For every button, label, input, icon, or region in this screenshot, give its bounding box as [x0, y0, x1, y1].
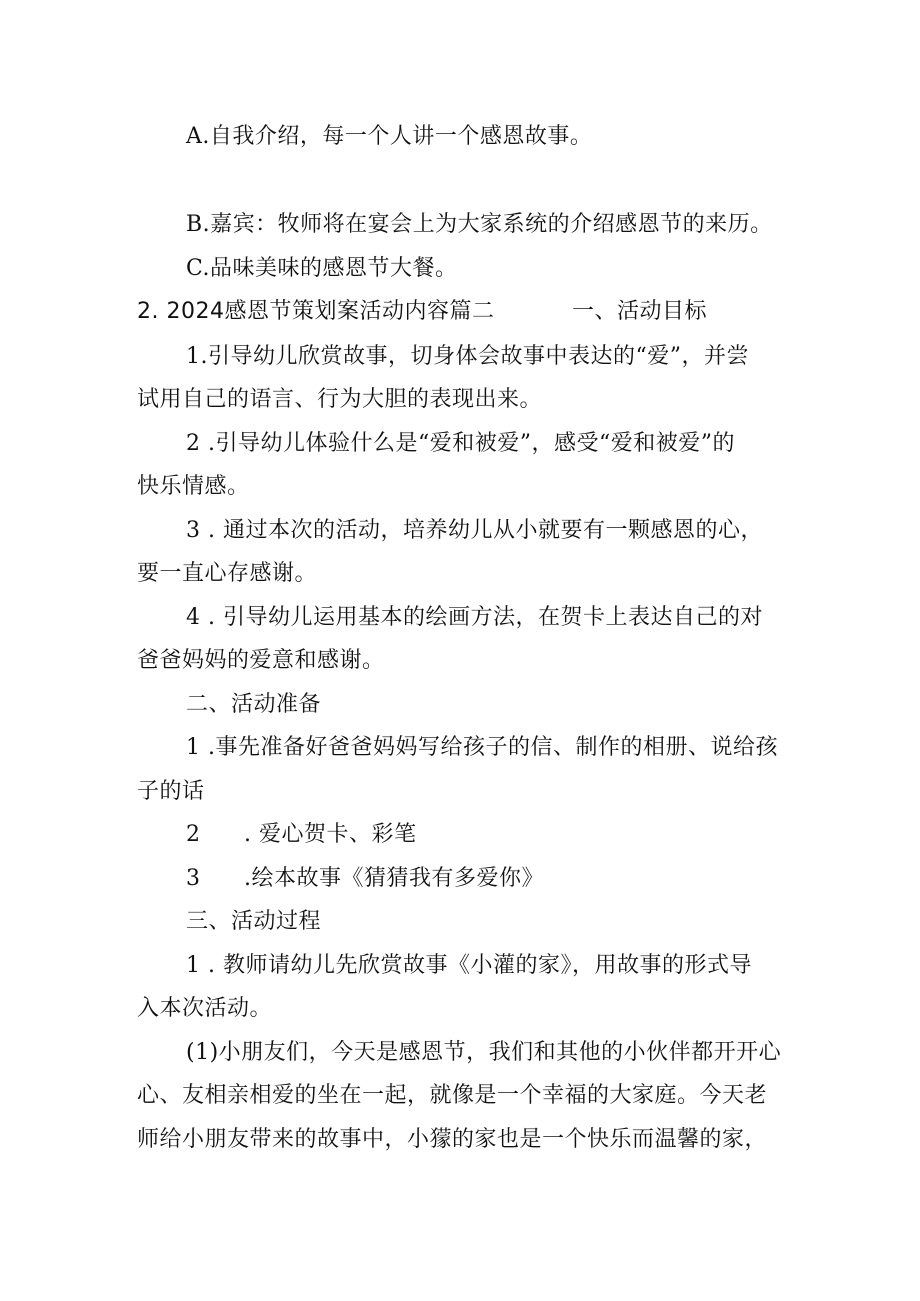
paragraph-line: 1 .事先准备好爸爸妈妈写给孩子的信、制作的相册、说给孩 [186, 735, 778, 760]
paragraph-line: (1)小朋友们，今天是感恩节，我们和其他的小伙伴都开开心 [186, 1040, 782, 1065]
subsection-heading: 二、活动准备 [186, 692, 322, 717]
paragraph-line: 爸爸妈妈的爱意和感谢。 [137, 648, 385, 673]
list-number: 2 [186, 822, 201, 847]
paragraph-line: 心、友相亲相爱的坐在一起，就像是一个幸福的大家庭。今天老 [137, 1083, 768, 1108]
subsection-heading: 三、活动过程 [186, 909, 322, 934]
paragraph-line: 入本次活动。 [137, 996, 273, 1021]
list-item-a: A.自我介绍，每一个人讲一个感恩故事。 [186, 124, 593, 149]
list-number: 3 [186, 866, 201, 891]
paragraph-line: 子的话 [137, 779, 205, 804]
paragraph-line: 1.引导幼儿欣赏故事，切身体会故事中表达的“爱”，并尝 [186, 344, 749, 369]
paragraph-line: 2 .引导幼儿体验什么是“爱和被爱”，感受“爱和被爱”的 [186, 431, 735, 456]
paragraph-line: 1 . 教师请幼儿先欣赏故事《小灌的家》，用故事的形式导 [186, 953, 752, 978]
list-item: . 爱心贺卡、彩笔 [244, 822, 417, 847]
paragraph-line: 要一直心存感谢。 [137, 561, 318, 586]
paragraph-line: 试用自己的语言、行为大胆的表现出来。 [137, 387, 543, 412]
section-heading: 2. 2024感恩节策划案活动内容篇二 [137, 299, 495, 324]
paragraph-line: 4 . 引导幼儿运用基本的绘画方法，在贺卡上表达自己的对 [186, 605, 763, 630]
list-item-c: C.品味美味的感恩节大餐。 [186, 256, 458, 281]
paragraph-line: 3 . 通过本次的活动，培养幼儿从小就要有一颗感恩的心， [186, 518, 763, 543]
list-item-b: B.嘉宾：牧师将在宴会上为大家系统的介绍感恩节的来历。 [186, 212, 773, 237]
subsection-heading: 一、活动目标 [572, 299, 708, 324]
list-item: .绘本故事《猜猜我有多爱你》 [244, 866, 544, 891]
paragraph-line: 师给小朋友带来的故事中，小獴的家也是一个快乐而温馨的家， [137, 1127, 768, 1152]
paragraph-line: 快乐情感。 [137, 474, 250, 499]
